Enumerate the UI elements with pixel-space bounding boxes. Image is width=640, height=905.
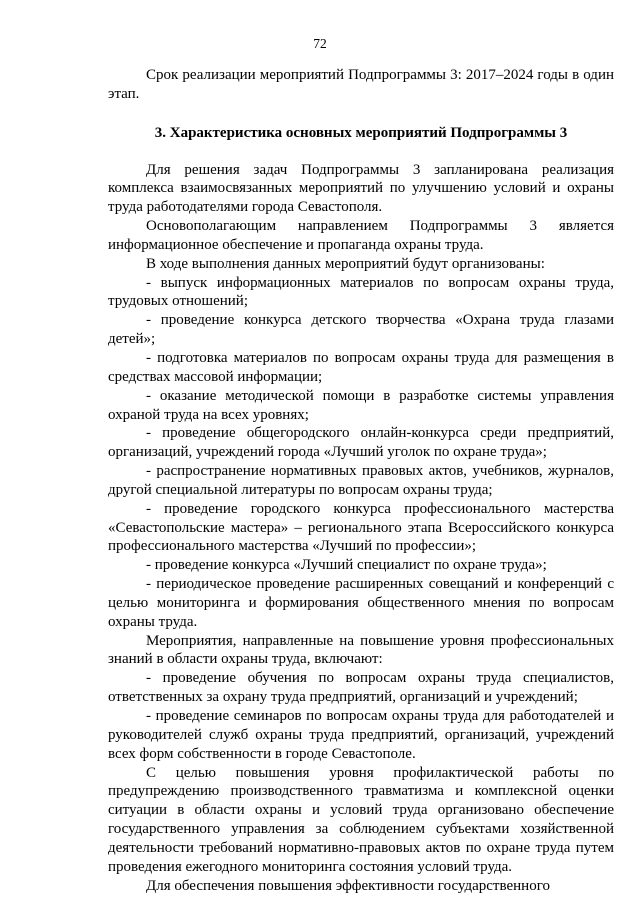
list-item: - распространение нормативных правовых актов, учебников, журналов, другой специальной литературы по вопросам охраны труда; (108, 463, 614, 498)
list-item: - проведение городского конкурса профессионального мастерства «Севастопольские мастера» – регионального этапа Всероссийского конкурса профессионального мастерства «Лучший по профессии»; (108, 500, 614, 555)
list-item: - подготовка материалов по вопросам охраны труда для размещения в средствах массовой информации; (108, 349, 614, 385)
body-paragraph: С целью повышения уровня профилактической работы по предупреждению производственного травматизма и комплексной оценки ситуации в области охраны и условий труда организовано обеспечение государственного управления за соблюдением субъектами хозяйственной деятельности требований нормативно-правовых актов по охране труда путем проведения ежегодного мониторинга состояния условий труда. (108, 764, 614, 875)
body-paragraph: Основополагающим направлением Подпрограммы 3 является информационное обеспечение и пропаганда охраны труда. (108, 218, 614, 253)
list-item: - оказание методической помощи в разработке системы управления охраной труда на всех уровнях; (108, 387, 614, 423)
body-paragraph: Мероприятия, направленные на повышение уровня профессиональных знаний в области охраны труда, включают: (108, 632, 614, 668)
list-item: - периодическое проведение расширенных совещаний и конференций с целью мониторинга и формирования общественного мнения по вопросам охраны труда. (108, 576, 614, 630)
document-body (108, 66, 614, 895)
list-item: - выпуск информационных материалов по вопросам охраны труда, трудовых отношений; (108, 274, 614, 310)
page-number: 72 (313, 36, 327, 51)
list-item: - проведение общегородского онлайн-конкурса среди предприятий, организаций, учреждений города «Лучший уголок по охране труда»; (108, 425, 614, 461)
list-item: - проведение конкурса детского творчества «Охрана труда глазами детей»; (108, 312, 614, 348)
list-item: - проведение обучения по вопросам охраны труда специалистов, ответственных за охрану труда предприятий, организаций и учреждений; (108, 670, 614, 706)
body-paragraph-continued: Для обеспечения повышения эффективности государственного (146, 877, 550, 894)
list-item: - проведение семинаров по вопросам охраны труда для работодателей и руководителей служб охраны труда предприятий, организаций, учреждений всех форм собственности в городе Севастополе. (108, 708, 614, 762)
body-paragraph: Для решения задач Подпрограммы 3 запланирована реализация комплекса взаимосвязанных мероприятий по улучшению условий и охраны труда работодателями города Севастополя. (108, 161, 614, 216)
body-paragraph: В ходе выполнения данных мероприятий будут организованы: (146, 255, 545, 272)
list-item: - проведение конкурса «Лучший специалист по охране труда»; (146, 557, 547, 574)
implementation-period-paragraph: Срок реализации мероприятий Подпрограммы 3: 2017–2024 годы в один этап. (108, 67, 614, 102)
section-heading: 3. Характеристика основных мероприятий Подпрограммы 3 (154, 124, 568, 141)
